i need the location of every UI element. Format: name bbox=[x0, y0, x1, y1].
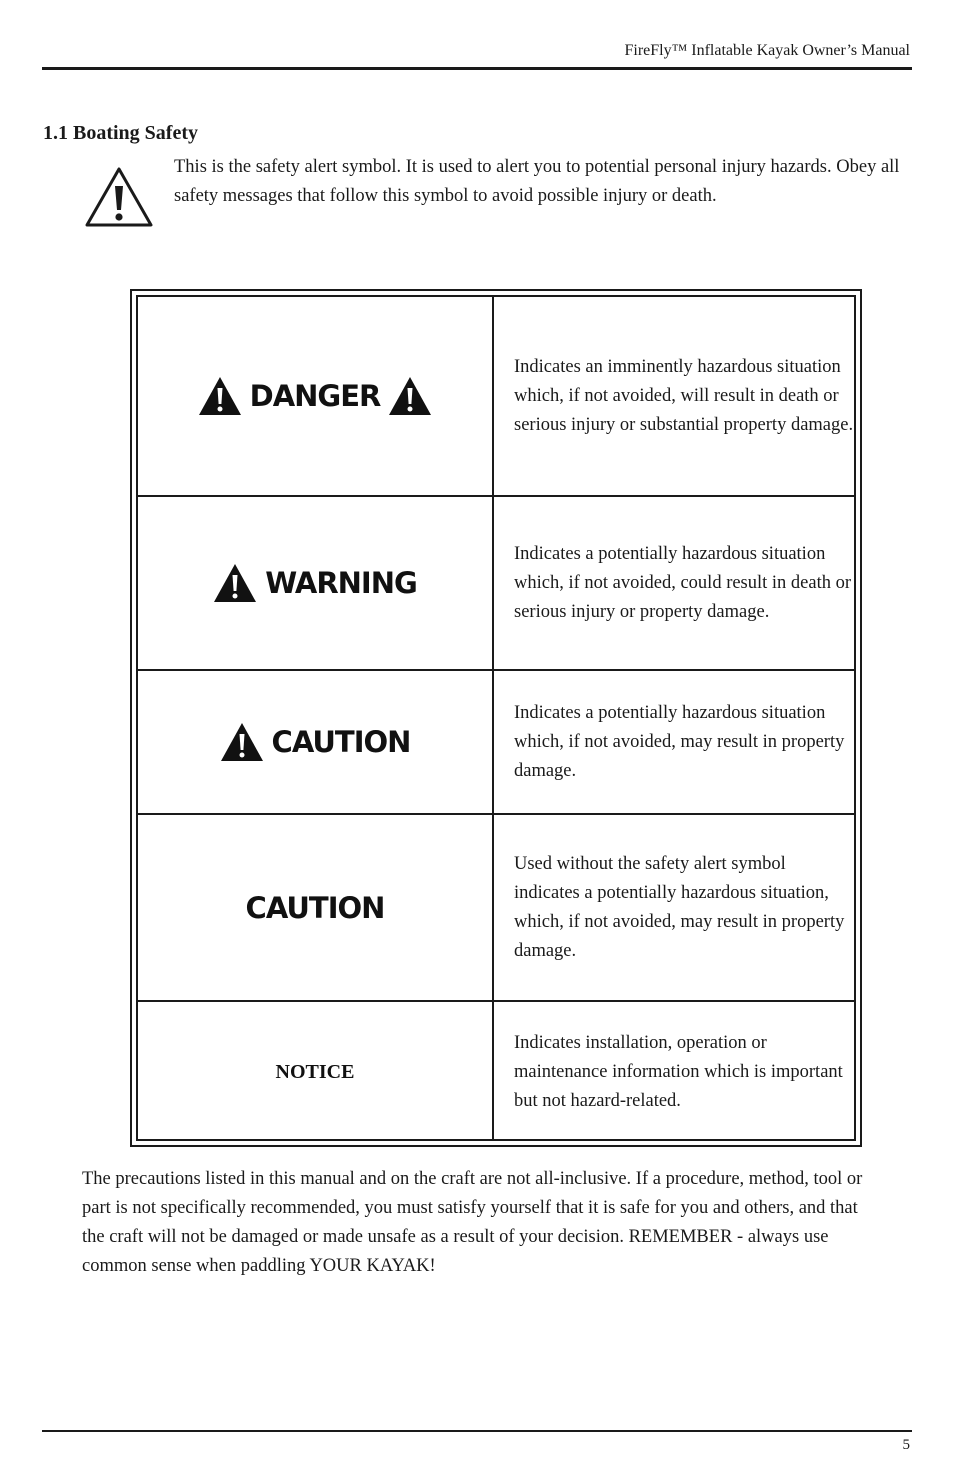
table-row-caution-symbol bbox=[138, 671, 854, 815]
warning-triangle-icon bbox=[220, 722, 264, 762]
page-number: 5 bbox=[902, 1437, 910, 1453]
caution-label: CAUTION bbox=[271, 725, 411, 759]
notice-label: NOTICE bbox=[275, 1061, 355, 1083]
intro-text: This is the safety alert symbol. It is used to alert you to potential personal injury hazards. Obey all safety messages that follow this symbol to avoid possible injury or death. bbox=[174, 157, 900, 206]
caution-description: Indicates a potentially hazardous situation which, if not avoided, may result in property damage. bbox=[514, 702, 845, 781]
danger-label: DANGER bbox=[249, 379, 381, 413]
warning-label: WARNING bbox=[265, 566, 417, 600]
warning-triangle-icon bbox=[213, 563, 257, 603]
header-title: FireFly™ Inflatable Kayak Owner’s Manual bbox=[624, 42, 910, 59]
caution-plain-label: CAUTION bbox=[245, 890, 385, 925]
table-row-caution-plain bbox=[138, 815, 854, 1002]
signal-word-table bbox=[130, 289, 862, 1147]
footer-rule bbox=[42, 1430, 912, 1432]
warning-triangle-icon bbox=[388, 376, 432, 416]
table-row-notice bbox=[138, 1002, 854, 1143]
danger-description: Indicates an imminently hazardous situation which, if not avoided, will result in death or serious injury or substantial property damage. bbox=[514, 356, 854, 435]
closing-paragraph: The precautions listed in this manual and on the craft are not all-inclusive. If a procedure, method, tool or part is not specifically recommended, you must satisfy yourself that it is safe for you and others, and that the craft will not be damaged or made unsafe as a result of your decision. REMEMBER - always use common sense when paddling YOUR KAYAK! bbox=[82, 1169, 863, 1276]
section-heading: 1.1 Boating Safety bbox=[43, 122, 198, 144]
warning-description: Indicates a potentially hazardous situation which, if not avoided, could result in death or serious injury or property damage. bbox=[514, 543, 852, 622]
table-row-danger bbox=[138, 297, 854, 497]
safety-alert-icon bbox=[84, 166, 154, 228]
table-row-warning bbox=[138, 497, 854, 671]
header-rule bbox=[42, 67, 912, 70]
warning-triangle-icon bbox=[198, 376, 242, 416]
caution-plain-description: Used without the safety alert symbol indicates a potentially hazardous situation, which, if not avoided, may result in property damage. bbox=[514, 853, 845, 961]
notice-description: Indicates installation, operation or maintenance information which is important but not hazard-related. bbox=[514, 1033, 843, 1111]
